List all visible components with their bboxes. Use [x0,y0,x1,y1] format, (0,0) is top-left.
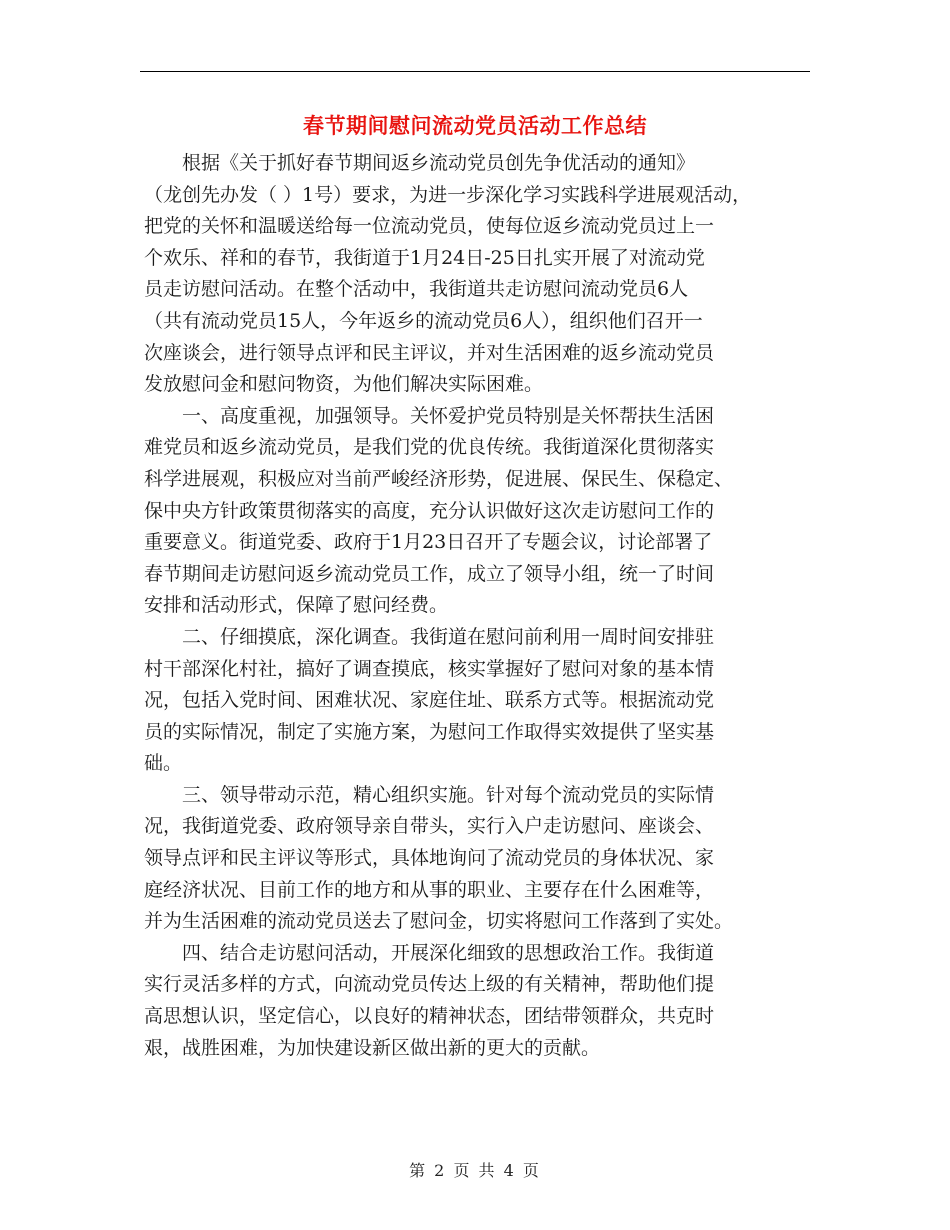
paragraph-3 [144,622,814,780]
paragraph-5 [144,938,814,1064]
paragraph-line: 发放慰问金和慰问物资，为他们解决实际困难。 [144,373,544,396]
paragraph-1 [144,148,814,401]
paragraph-line: （龙创先办发（ ）1号）要求，为进一步深化学习实践科学进展观活动， [144,183,752,206]
paragraph-2 [144,401,814,622]
paragraph-line: 础。 [144,752,183,775]
paragraph-line: 村干部深化村社，搞好了调查摸底，核实掌握好了慰问对象的基本情 [144,657,715,680]
paragraph-line: 难党员和返乡流动党员，是我们党的优良传统。我街道深化贯彻落实 [144,436,715,459]
paragraph-line: （共有流动党员15人，今年返乡的流动党员6人），组织他们召开一 [144,309,703,332]
paragraph-line: 保中央方针政策贯彻落实的高度，充分认识做好这次走访慰问工作的 [144,499,715,522]
paragraph-line: 安排和活动形式，保障了慰问经费。 [144,594,449,617]
document-title: 春节期间慰问流动党员活动工作总结 [303,113,647,138]
header-rule [140,71,810,72]
paragraph-4 [144,780,814,938]
paragraph-line: 况，包括入党时间、困难状况、家庭住址、联系方式等。根据流动党 [144,689,715,712]
paragraph-line: 科学进展观，积极应对当前严峻经济形势，促进展、保民生、保稳定、 [144,467,734,490]
paragraph-line: 把党的关怀和温暖送给每一位流动党员，使每位返乡流动党员过上一 [144,215,715,238]
paragraph-line: 次座谈会，进行领导点评和民主评议，并对生活困难的返乡流动党员 [144,341,715,364]
paragraph-line: 实行灵活多样的方式，向流动党员传达上级的有关精神，帮助他们提 [144,973,715,996]
paragraph-line: 重要意义。街道党委、政府于1月23日召开了专题会议，讨论部署了 [144,531,713,554]
paragraph-line: 领导点评和民主评议等形式，具体地询问了流动党员的身体状况、家 [144,847,715,870]
paragraph-line: 春节期间走访慰问返乡流动党员工作，成立了领导小组，统一了时间 [144,562,715,585]
paragraph-line: 个欢乐、祥和的春节，我街道于1月24日-25日扎实开展了对流动党 [144,246,705,269]
document-body [144,148,814,1064]
paragraph-line: 根据《关于抓好春节期间返乡流动党员创先争优活动的通知》 [182,152,696,174]
paragraph-line: 庭经济状况、目前工作的地方和从事的职业、主要存在什么困难等， [144,878,715,901]
paragraph-line: 一、高度重视，加强领导。关怀爱护党员特别是关怀帮扶生活困 [182,404,715,427]
page-number: 第 2 页 共 4 页 [409,1161,541,1180]
paragraph-line: 艰，战胜困难，为加快建设新区做出新的更大的贡献。 [144,1036,601,1059]
paragraph-line: 高思想认识，坚定信心，以良好的精神状态，团结带领群众，共克时 [144,1005,715,1028]
paragraph-line: 况，我街道党委、政府领导亲自带头，实行入户走访慰问、座谈会、 [144,815,715,838]
paragraph-line: 员走访慰问活动。在整个活动中，我街道共走访慰问流动党员6人 [144,278,689,301]
paragraph-line: 四、结合走访慰问活动，开展深化细致的思想政治工作。我街道 [182,941,715,964]
paragraph-line: 三、领导带动示范，精心组织实施。针对每个流动党员的实际情 [182,783,715,806]
paragraph-line: 并为生活困难的流动党员送去了慰问金，切实将慰问工作落到了实处。 [144,910,734,933]
paragraph-line: 员的实际情况，制定了实施方案，为慰问工作取得实效提供了坚实基 [144,720,715,743]
paragraph-line: 二、仔细摸底，深化调查。我街道在慰问前利用一周时间安排驻 [182,625,715,648]
